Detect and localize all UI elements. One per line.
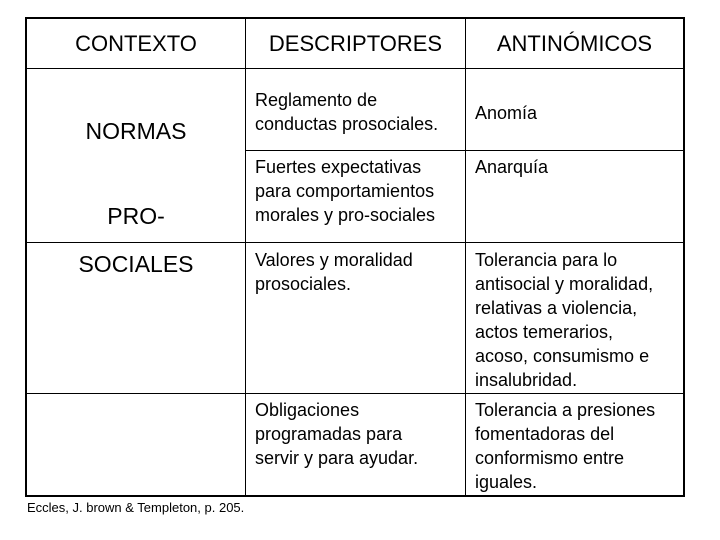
antinomico-cell: Anomía xyxy=(475,103,538,123)
source-citation: Eccles, J. brown & Templeton, p. 205. xyxy=(27,500,245,515)
header-divider xyxy=(27,68,683,69)
header-contexto: CONTEXTO xyxy=(75,31,197,56)
column-divider xyxy=(245,19,246,495)
antinomico-cell: Tolerancia para lo antisocial y moralidad, relativas a violencia, actos temerarios, acoso, consumismo e insalubridad. xyxy=(475,250,654,390)
header-descriptores: DESCRIPTORES xyxy=(268,31,443,56)
context-sociales: SOCIALES xyxy=(78,251,194,277)
antinomico-cell: Anarquía xyxy=(475,157,549,177)
header-antinomicos: ANTINÓMICOS xyxy=(496,31,653,56)
row-divider xyxy=(27,393,683,394)
comparison-table xyxy=(25,17,685,497)
context-pro: PRO- xyxy=(107,203,165,229)
context-normas: NORMAS xyxy=(85,118,187,144)
descriptor-cell: Valores y moralidad prosociales. xyxy=(255,250,413,294)
descriptor-cell: Reglamento de conductas prosociales. xyxy=(255,90,439,134)
descriptor-cell: Fuertes expectativas para comportamientos morales y pro-sociales xyxy=(255,157,436,225)
antinomico-cell: Tolerancia a presiones fomentadoras del conformismo entre iguales. xyxy=(475,400,656,492)
descriptor-cell: Obligaciones programadas para servir y para ayudar. xyxy=(255,400,419,468)
column-divider xyxy=(465,19,466,495)
row-divider xyxy=(27,242,683,243)
